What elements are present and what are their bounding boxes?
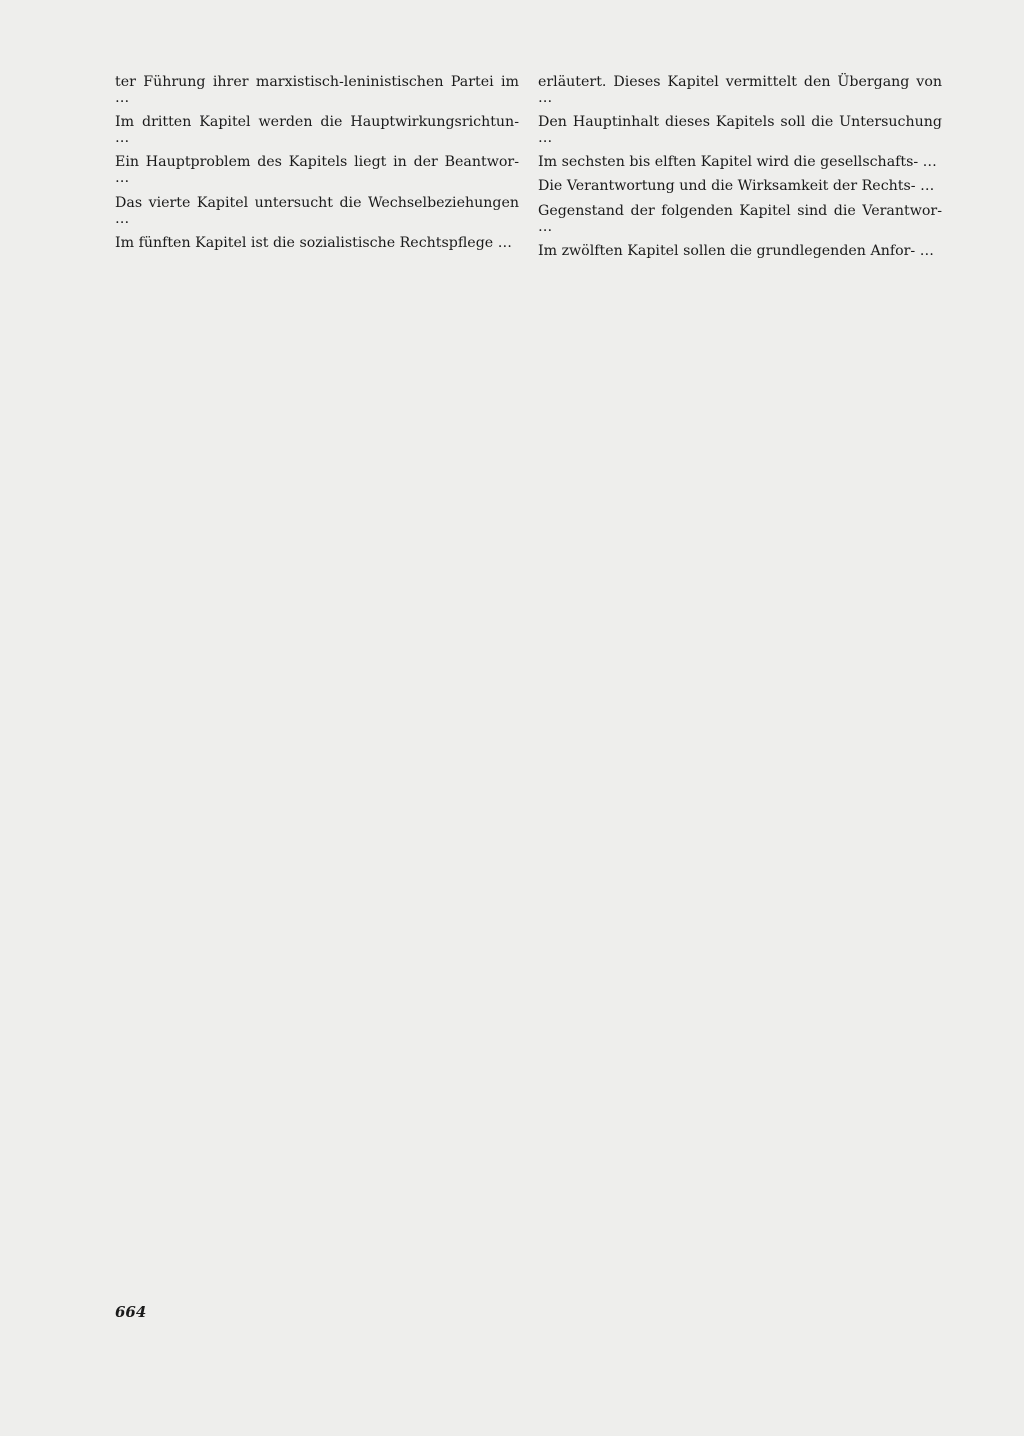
paragraph: Im sechsten bis elften Kapitel wird die gesellschafts- … [538,154,937,171]
paragraph: Im dritten Kapitel werden die Hauptwirkungsrichtun- … [115,114,519,147]
right-column [538,74,942,267]
paragraph: Im fünften Kapitel ist die sozialistische Rechtspflege … [115,234,512,251]
paragraph: Ein Hauptproblem des Kapitels liegt in der Beantwor- … [115,154,519,187]
left-column [115,74,519,259]
paragraph: Die Verantwortung und die Wirksamkeit der Rechts- … [538,178,935,195]
paragraph: Das vierte Kapitel untersucht die Wechselbeziehungen … [115,194,519,227]
paragraph: ter Führung ihrer marxistisch-leninistischen Partei im … [115,74,519,107]
paragraph: erläutert. Dieses Kapitel vermittelt den Übergang von … [538,74,942,107]
paragraph: Den Hauptinhalt dieses Kapitels soll die Untersuchung … [538,114,942,147]
paragraph: Im zwölften Kapitel sollen die grundlegenden Anfor- … [538,242,934,259]
page-number: 664 [115,1303,147,1321]
paragraph: Gegenstand der folgenden Kapitel sind die Verantwor- … [538,202,942,235]
